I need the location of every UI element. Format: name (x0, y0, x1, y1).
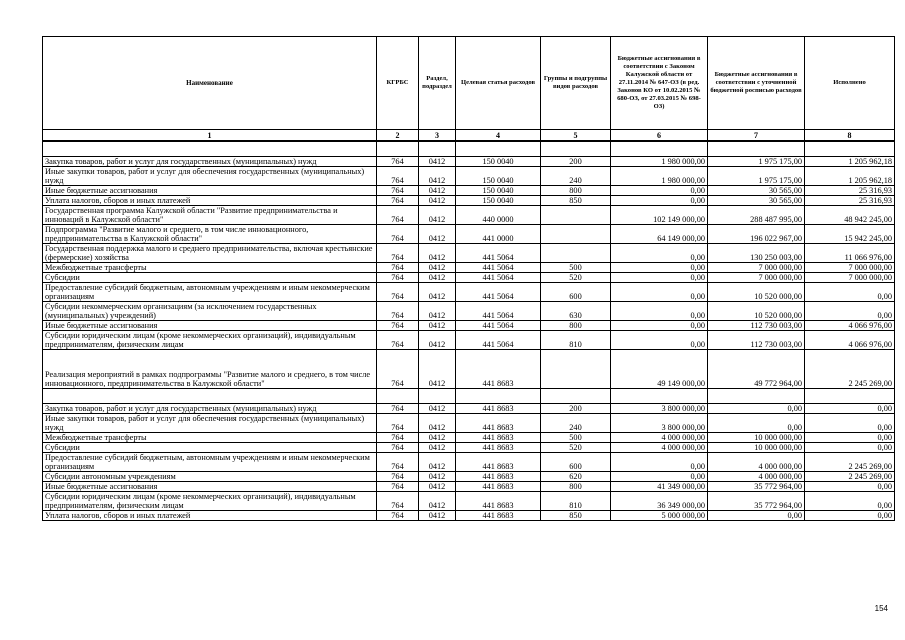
cell-name: Субсидии юридическим лицам (кроме некоммерческих организаций), индивидуальным предпринимателям, физическим лицам (43, 492, 377, 511)
table-row (43, 186, 895, 196)
cell-name: Межбюджетные трансферты (43, 433, 377, 443)
cell-executed: 4 066 976,00 (805, 331, 895, 350)
cell-target: 441 5064 (456, 331, 541, 350)
cell-section: 0412 (419, 511, 456, 521)
table-row (43, 225, 895, 244)
cell-budget-refined: 112 730 003,00 (708, 331, 805, 350)
cell-section: 0412 (419, 206, 456, 225)
cell-name: Субсидии автономным учреждениям (43, 472, 377, 482)
cell-target: 441 5064 (456, 321, 541, 331)
cell-target: 441 8683 (456, 511, 541, 521)
cell-section: 0412 (419, 283, 456, 302)
column-number: 8 (805, 130, 895, 142)
cell-section: 0412 (419, 492, 456, 511)
cell-executed: 1 205 962,18 (805, 157, 895, 167)
cell-target: 441 5064 (456, 302, 541, 321)
cell-budget-refined: 288 487 995,00 (708, 206, 805, 225)
header-section: Раздел, подраздел (419, 37, 456, 130)
cell-budget-refined: 10 000 000,00 (708, 433, 805, 443)
cell-executed: 1 205 962,18 (805, 167, 895, 186)
cell-section: 0412 (419, 302, 456, 321)
column-number: 4 (456, 130, 541, 142)
cell-section: 0412 (419, 350, 456, 389)
cell-group: 200 (541, 404, 611, 414)
cell-kgrbs: 764 (377, 414, 419, 433)
cell-budget-refined: 196 022 967,00 (708, 225, 805, 244)
cell-group: 800 (541, 186, 611, 196)
cell-kgrbs: 764 (377, 492, 419, 511)
table-body (43, 130, 895, 521)
cell-kgrbs: 764 (377, 157, 419, 167)
cell-budget-refined: 30 565,00 (708, 186, 805, 196)
cell-kgrbs: 764 (377, 433, 419, 443)
cell-executed: 7 000 000,00 (805, 273, 895, 283)
table-row (43, 350, 895, 389)
cell-budget-law: 0,00 (611, 273, 708, 283)
table-row (43, 414, 895, 433)
cell-group: 810 (541, 331, 611, 350)
cell-budget-law: 0,00 (611, 321, 708, 331)
cell-group: 520 (541, 443, 611, 453)
cell-budget-refined: 0,00 (708, 404, 805, 414)
header-groups: Группы и подгруппы видов расходов (541, 37, 611, 130)
cell-name: Предоставление субсидий бюджетным, автономным учреждениям и иным некоммерческим организациям (43, 283, 377, 302)
cell-target: 441 8683 (456, 453, 541, 472)
cell-budget-law: 4 000 000,00 (611, 433, 708, 443)
cell-target: 441 5064 (456, 273, 541, 283)
cell-budget-law: 1 980 000,00 (611, 167, 708, 186)
cell-group: 800 (541, 321, 611, 331)
cell-budget-law: 0,00 (611, 196, 708, 206)
column-number: 5 (541, 130, 611, 142)
table-row (43, 283, 895, 302)
cell-budget-refined: 0,00 (708, 414, 805, 433)
cell-budget-law: 0,00 (611, 331, 708, 350)
cell-budget-refined: 130 250 003,00 (708, 244, 805, 263)
cell-target: 150 0040 (456, 196, 541, 206)
cell-group: 850 (541, 511, 611, 521)
cell-group: 200 (541, 157, 611, 167)
table-row (43, 404, 895, 414)
cell-kgrbs: 764 (377, 167, 419, 186)
cell-target: 441 8683 (456, 472, 541, 482)
cell-budget-refined: 0,00 (708, 511, 805, 521)
cell-budget-law: 0,00 (611, 186, 708, 196)
cell-budget-refined: 35 772 964,00 (708, 492, 805, 511)
cell-target: 441 8683 (456, 350, 541, 389)
cell-executed: 0,00 (805, 511, 895, 521)
cell-executed: 0,00 (805, 433, 895, 443)
cell-budget-law: 3 800 000,00 (611, 404, 708, 414)
cell-kgrbs: 764 (377, 186, 419, 196)
table-row (43, 511, 895, 521)
cell-name: Иные бюджетные ассигнования (43, 321, 377, 331)
cell-target: 441 8683 (456, 492, 541, 511)
cell-target: 441 5064 (456, 244, 541, 263)
cell-group: 520 (541, 273, 611, 283)
header-target: Целевая статья расходов (456, 37, 541, 130)
header-budget-refined: Бюджетные ассигнования в соответствии с уточненной бюджетной росписью расходов (708, 37, 805, 130)
cell-group (541, 206, 611, 225)
cell-executed: 2 245 269,00 (805, 350, 895, 389)
column-number: 7 (708, 130, 805, 142)
cell-kgrbs: 764 (377, 196, 419, 206)
cell-executed: 0,00 (805, 492, 895, 511)
cell-target: 441 8683 (456, 433, 541, 443)
cell-kgrbs: 764 (377, 321, 419, 331)
page-number: 154 (874, 604, 888, 613)
column-number: 3 (419, 130, 456, 142)
cell-group (541, 350, 611, 389)
cell-name: Государственная поддержка малого и среднего предпринимательства, включая крестьянские (фермерские) хозяйства (43, 244, 377, 263)
cell-budget-refined: 1 975 175,00 (708, 157, 805, 167)
cell-budget-law: 0,00 (611, 263, 708, 273)
cell-section: 0412 (419, 196, 456, 206)
cell-name: Закупка товаров, работ и услуг для государственных (муниципальных) нужд (43, 157, 377, 167)
table-row (43, 321, 895, 331)
cell-group: 240 (541, 414, 611, 433)
cell-target: 441 5064 (456, 283, 541, 302)
cell-target: 441 0000 (456, 225, 541, 244)
cell-kgrbs: 764 (377, 404, 419, 414)
cell-budget-law: 64 149 000,00 (611, 225, 708, 244)
cell-budget-law: 36 349 000,00 (611, 492, 708, 511)
cell-executed: 2 245 269,00 (805, 453, 895, 472)
cell-section: 0412 (419, 482, 456, 492)
cell-name: Иные бюджетные ассигнования (43, 482, 377, 492)
cell-executed: 0,00 (805, 404, 895, 414)
cell-section: 0412 (419, 244, 456, 263)
cell-group: 500 (541, 263, 611, 273)
cell-executed: 0,00 (805, 414, 895, 433)
cell-budget-refined: 7 000 000,00 (708, 273, 805, 283)
cell-section: 0412 (419, 472, 456, 482)
cell-group: 630 (541, 302, 611, 321)
cell-name: Субсидии юридическим лицам (кроме некоммерческих организаций), индивидуальным предпринимателям, физическим лицам (43, 331, 377, 350)
table-row (43, 472, 895, 482)
table-row (43, 482, 895, 492)
cell-section: 0412 (419, 225, 456, 244)
cell-section: 0412 (419, 414, 456, 433)
cell-executed: 11 066 976,00 (805, 244, 895, 263)
column-number: 2 (377, 130, 419, 142)
header-kgrbs: КГРБС (377, 37, 419, 130)
cell-budget-law: 4 000 000,00 (611, 443, 708, 453)
cell-group: 240 (541, 167, 611, 186)
cell-group: 850 (541, 196, 611, 206)
cell-budget-refined: 1 975 175,00 (708, 167, 805, 186)
table-row (43, 196, 895, 206)
cell-kgrbs: 764 (377, 453, 419, 472)
header-budget-law: Бюджетные ассигнования в соответствии с Законом Калужской области от 27.11.2014 № 647-ОЗ (в ред. Законов КО от 10.02.2015 № 680-ОЗ, от 27.03.2015 № 698-ОЗ) (611, 37, 708, 130)
cell-kgrbs: 764 (377, 350, 419, 389)
cell-budget-refined: 112 730 003,00 (708, 321, 805, 331)
cell-target: 441 8683 (456, 404, 541, 414)
cell-kgrbs: 764 (377, 206, 419, 225)
cell-section: 0412 (419, 433, 456, 443)
cell-name: Субсидии (43, 443, 377, 453)
cell-group: 500 (541, 433, 611, 443)
cell-name: Реализация мероприятий в рамках подпрограммы "Развитие малого и среднего, в том числе инновационного, предпринимательства в Калужской области" (43, 350, 377, 389)
table-row (43, 302, 895, 321)
table-row (43, 443, 895, 453)
cell-name: Закупка товаров, работ и услуг для государственных (муниципальных) нужд (43, 404, 377, 414)
table-row (43, 206, 895, 225)
table-row (43, 331, 895, 350)
cell-section: 0412 (419, 167, 456, 186)
table-row (43, 167, 895, 186)
cell-budget-refined: 4 000 000,00 (708, 453, 805, 472)
header-executed: Исполнено (805, 37, 895, 130)
cell-executed: 0,00 (805, 283, 895, 302)
cell-target: 441 8683 (456, 414, 541, 433)
cell-kgrbs: 764 (377, 225, 419, 244)
cell-budget-law: 41 349 000,00 (611, 482, 708, 492)
cell-executed: 7 000 000,00 (805, 263, 895, 273)
cell-budget-law: 0,00 (611, 472, 708, 482)
cell-group (541, 225, 611, 244)
cell-group: 810 (541, 492, 611, 511)
budget-document (42, 36, 894, 521)
cell-kgrbs: 764 (377, 244, 419, 263)
cell-group: 620 (541, 472, 611, 482)
cell-group: 600 (541, 283, 611, 302)
cell-target: 150 0040 (456, 157, 541, 167)
cell-target: 441 5064 (456, 263, 541, 273)
cell-name: Субсидии некоммерческим организациям (за исключением государственных (муниципальных) учреждений) (43, 302, 377, 321)
cell-kgrbs: 764 (377, 263, 419, 273)
cell-budget-law: 5 000 000,00 (611, 511, 708, 521)
cell-name: Межбюджетные трансферты (43, 263, 377, 273)
cell-group: 600 (541, 453, 611, 472)
cell-section: 0412 (419, 186, 456, 196)
cell-section: 0412 (419, 273, 456, 283)
cell-budget-refined: 10 520 000,00 (708, 283, 805, 302)
header-name: Наименование (43, 37, 377, 130)
cell-executed: 15 942 245,00 (805, 225, 895, 244)
table-row (43, 492, 895, 511)
cell-group (541, 244, 611, 263)
table-row (43, 453, 895, 472)
table-row (43, 273, 895, 283)
spacer-row (43, 141, 895, 157)
cell-executed: 4 066 976,00 (805, 321, 895, 331)
cell-budget-refined: 30 565,00 (708, 196, 805, 206)
cell-budget-law: 0,00 (611, 244, 708, 263)
cell-target: 150 0040 (456, 167, 541, 186)
cell-budget-refined: 10 520 000,00 (708, 302, 805, 321)
cell-kgrbs: 764 (377, 283, 419, 302)
cell-budget-law: 1 980 000,00 (611, 157, 708, 167)
cell-kgrbs: 764 (377, 472, 419, 482)
cell-kgrbs: 764 (377, 302, 419, 321)
cell-executed: 0,00 (805, 443, 895, 453)
table-row (43, 433, 895, 443)
cell-executed: 0,00 (805, 482, 895, 492)
cell-name: Субсидии (43, 273, 377, 283)
cell-executed: 0,00 (805, 302, 895, 321)
table-row (43, 263, 895, 273)
cell-name: Государственная программа Калужской области "Развитие предпринимательства и инноваций в Калужской области" (43, 206, 377, 225)
cell-executed: 2 245 269,00 (805, 472, 895, 482)
cell-kgrbs: 764 (377, 273, 419, 283)
cell-budget-refined: 35 772 964,00 (708, 482, 805, 492)
cell-section: 0412 (419, 157, 456, 167)
cell-section: 0412 (419, 443, 456, 453)
cell-budget-law: 3 800 000,00 (611, 414, 708, 433)
cell-section: 0412 (419, 321, 456, 331)
cell-kgrbs: 764 (377, 443, 419, 453)
cell-target: 150 0040 (456, 186, 541, 196)
column-number: 6 (611, 130, 708, 142)
cell-name: Уплата налогов, сборов и иных платежей (43, 511, 377, 521)
cell-budget-law: 49 149 000,00 (611, 350, 708, 389)
cell-section: 0412 (419, 263, 456, 273)
budget-table (42, 36, 895, 521)
cell-target: 440 0000 (456, 206, 541, 225)
cell-kgrbs: 764 (377, 331, 419, 350)
cell-budget-law: 0,00 (611, 302, 708, 321)
cell-budget-refined: 4 000 000,00 (708, 472, 805, 482)
cell-name: Иные закупки товаров, работ и услуг для обеспечения государственных (муниципальных) нужд (43, 167, 377, 186)
cell-section: 0412 (419, 453, 456, 472)
cell-name: Уплата налогов, сборов и иных платежей (43, 196, 377, 206)
table-row (43, 244, 895, 263)
cell-budget-refined: 7 000 000,00 (708, 263, 805, 273)
cell-executed: 25 316,93 (805, 186, 895, 196)
cell-name: Подпрограмма "Развитие малого и среднего, в том числе инновационного, предпринимательства в Калужской области" (43, 225, 377, 244)
spacer-row (43, 389, 895, 404)
cell-budget-law: 102 149 000,00 (611, 206, 708, 225)
table-row (43, 157, 895, 167)
cell-executed: 25 316,93 (805, 196, 895, 206)
column-number: 1 (43, 130, 377, 142)
column-numbers-row (43, 130, 895, 142)
cell-budget-law: 0,00 (611, 453, 708, 472)
cell-kgrbs: 764 (377, 482, 419, 492)
cell-budget-refined: 10 000 000,00 (708, 443, 805, 453)
cell-name: Иные бюджетные ассигнования (43, 186, 377, 196)
cell-target: 441 8683 (456, 482, 541, 492)
cell-group: 800 (541, 482, 611, 492)
cell-budget-refined: 49 772 964,00 (708, 350, 805, 389)
cell-name: Иные закупки товаров, работ и услуг для обеспечения государственных (муниципальных) нужд (43, 414, 377, 433)
cell-section: 0412 (419, 404, 456, 414)
cell-kgrbs: 764 (377, 511, 419, 521)
cell-budget-law: 0,00 (611, 283, 708, 302)
cell-target: 441 8683 (456, 443, 541, 453)
cell-executed: 48 942 245,00 (805, 206, 895, 225)
cell-section: 0412 (419, 331, 456, 350)
cell-name: Предоставление субсидий бюджетным, автономным учреждениям и иным некоммерческим организациям (43, 453, 377, 472)
